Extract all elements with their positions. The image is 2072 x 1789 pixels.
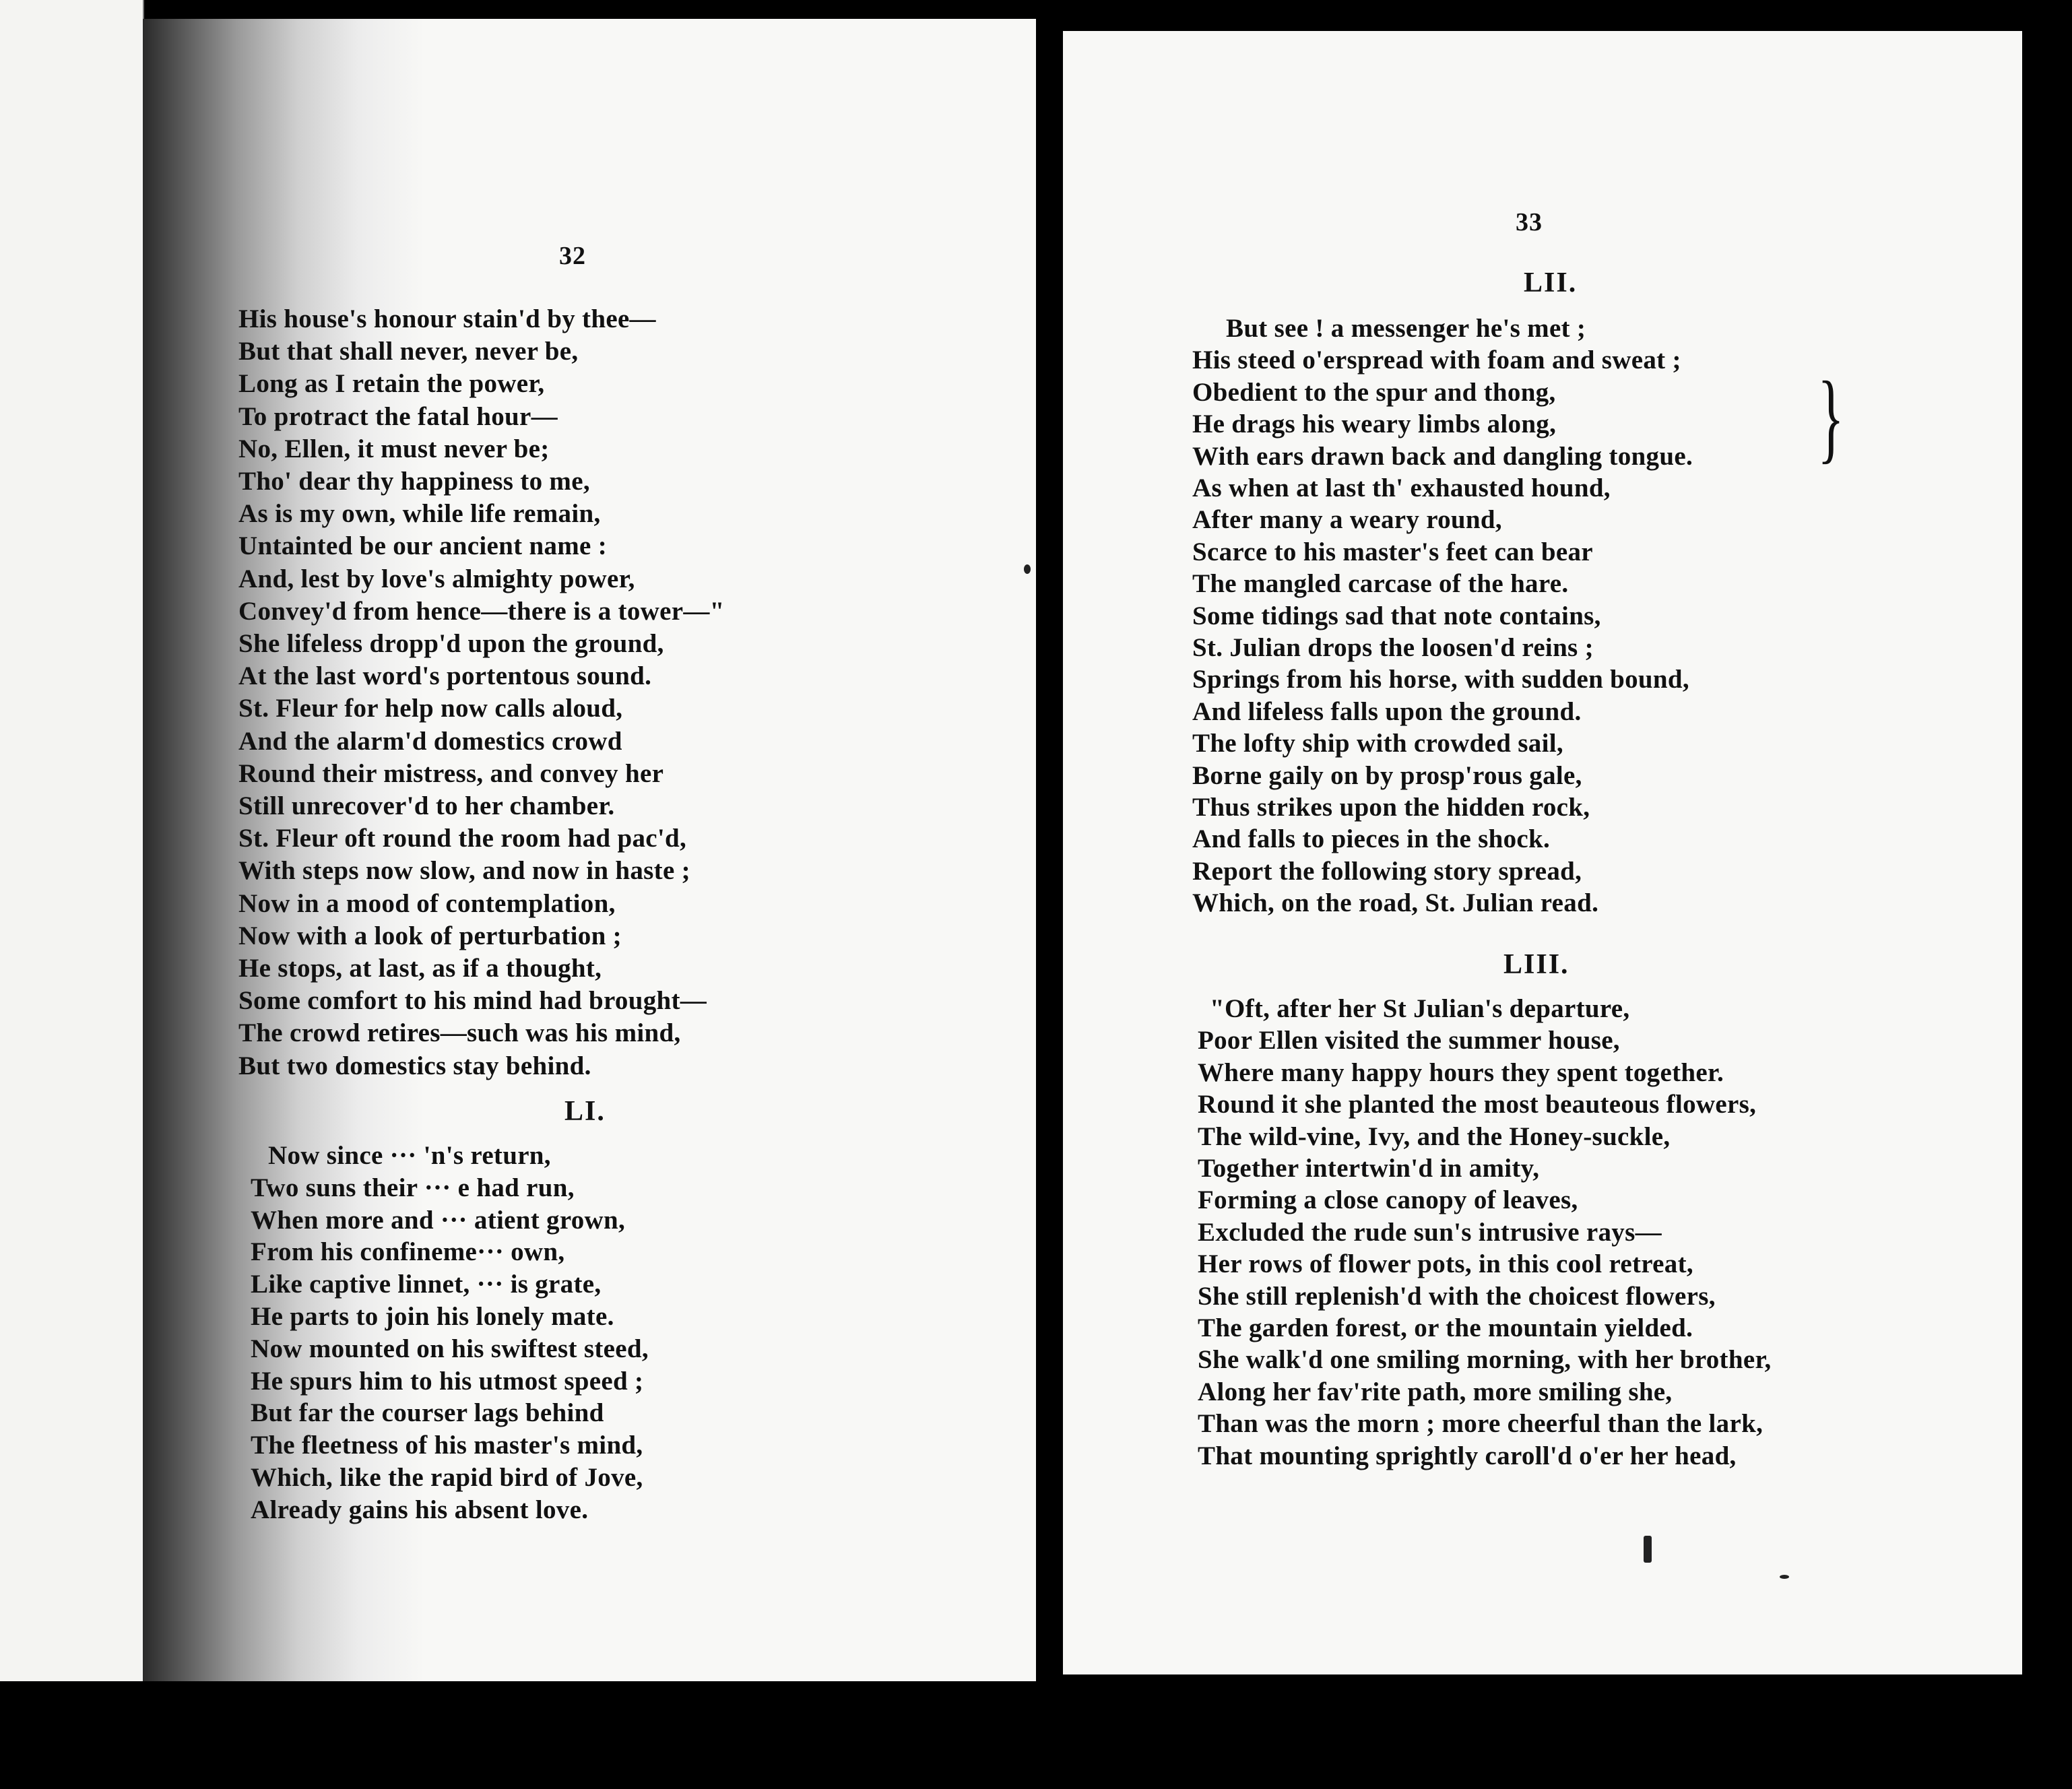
verse-line: After many a weary round, [1192, 505, 1502, 535]
verse-line: Already gains his absent love. [251, 1495, 589, 1524]
stanza-heading-li: LI. [564, 1096, 606, 1127]
verse-line: And lifeless falls upon the ground. [1192, 696, 1582, 726]
verse-line: From his confineme··· own, [251, 1237, 565, 1267]
triplet-bracket: } [1817, 361, 1844, 473]
verse-line: Now mounted on his swiftest steed, [251, 1334, 649, 1363]
verse-line: And the alarm'd domestics crowd [238, 726, 622, 756]
verse-line: Where many happy hours they spent together. [1198, 1058, 1724, 1087]
verse-line: When more and ··· atient grown, [251, 1205, 626, 1235]
verse-line: Which, like the rapid bird of Jove, [251, 1463, 643, 1492]
verse-line: But two domestics stay behind. [238, 1051, 591, 1080]
verse-line: Along her fav'rite path, more smiling she, [1198, 1377, 1673, 1406]
verse-line: His house's honour stain'd by thee— [238, 304, 656, 333]
verse-line: To protract the fatal hour— [238, 401, 558, 431]
verse-line: The lofty ship with crowded sail, [1192, 729, 1563, 758]
verse-line: With steps now slow, and now in haste ; [238, 856, 690, 886]
verse-line: No, Ellen, it must never be; [238, 434, 550, 463]
verse-line: Springs from his horse, with sudden bound, [1192, 665, 1689, 694]
verse-line: Convey'd from hence—there is a tower—" [238, 596, 725, 626]
verse-line: The crowd retires—such was his mind, [238, 1018, 681, 1048]
verse-line: Round their mistress, and convey her [238, 758, 664, 788]
verse-line: Together intertwin'd in amity, [1198, 1154, 1540, 1183]
verse-line: The mangled carcase of the hare. [1192, 569, 1569, 599]
verse-line: At the last word's portentous sound. [238, 661, 652, 691]
verse-line: Some comfort to his mind had brought— [238, 986, 707, 1016]
verse-line: As when at last th' exhausted hound, [1192, 474, 1611, 502]
verse-line: Her rows of flower pots, in this cool retreat, [1198, 1249, 1693, 1279]
verse-line: He stops, at last, as if a thought, [238, 954, 602, 983]
verse-line: But that shall never, never be, [238, 337, 579, 366]
verse-line: St. Fleur oft round the room had pac'd, [238, 824, 687, 853]
verse-line: The fleetness of his master's mind, [251, 1431, 643, 1460]
verse-line: That mounting sprightly caroll'd o'er her head, [1198, 1441, 1737, 1470]
verse-line: Tho' dear thy happiness to me, [238, 467, 590, 496]
verse-line: St. Julian drops the loosen'd reins ; [1192, 633, 1594, 662]
verse-line: Untainted be our ancient name : [238, 531, 607, 561]
verse-line: She lifeless dropp'd upon the ground, [238, 629, 664, 658]
right-page [1063, 31, 2022, 1674]
verse-line: And falls to pieces in the shock. [1192, 824, 1551, 854]
ink-speck [1024, 564, 1031, 574]
verse-line: Like captive linnet, ··· is grate, [251, 1270, 602, 1299]
verse-line: Scarce to his master's feet can bear [1192, 537, 1593, 566]
verse-line: And, lest by love's almighty power, [238, 564, 635, 593]
verse-line: Long as I retain the power, [238, 369, 545, 399]
book-gutter [1036, 0, 1063, 1789]
flyleaf-edge [0, 0, 144, 1681]
verse-line: Which, on the road, St. Julian read. [1192, 888, 1599, 918]
verse-line: Now in a mood of contemplation, [238, 888, 616, 918]
verse-line: Forming a close canopy of leaves, [1198, 1185, 1578, 1215]
verse-line: But far the courser lags behind [251, 1398, 604, 1428]
verse-line: Borne gaily on by prosp'rous gale, [1192, 760, 1582, 790]
verse-line: Round it she planted the most beauteous flowers, [1198, 1090, 1757, 1119]
verse-line: His steed o'erspread with foam and sweat ; [1192, 346, 1681, 375]
verse-line: Than was the morn ; more cheerful than the lark, [1198, 1409, 1763, 1439]
stanza-heading-liii: LIII. [1503, 949, 1569, 980]
left-page [143, 19, 1036, 1681]
verse-line: With ears drawn back and dangling tongue. [1192, 441, 1693, 471]
page-number-left: 32 [559, 242, 586, 270]
verse-line: Now with a look of perturbation ; [238, 921, 622, 950]
verse-line: She still replenish'd with the choicest flowers, [1198, 1281, 1716, 1311]
verse-line: He parts to join his lonely mate. [251, 1302, 614, 1331]
verse-line: Two suns their ··· e had run, [251, 1173, 575, 1202]
verse-line: She walk'd one smiling morning, with her brother, [1198, 1345, 1772, 1375]
ink-speck [1644, 1536, 1652, 1563]
verse-line: Excluded the rude sun's intrusive rays— [1198, 1217, 1662, 1247]
stanza-heading-lii: LII. [1524, 267, 1578, 298]
verse-line: Report the following story spread, [1192, 856, 1582, 886]
verse-line: Still unrecover'd to her chamber. [238, 791, 615, 820]
verse-line: As is my own, while life remain, [238, 499, 601, 529]
page-number-right: 33 [1516, 208, 1543, 236]
verse-line: "Oft, after her St Julian's departure, [1210, 994, 1630, 1023]
verse-line: Thus strikes upon the hidden rock, [1192, 793, 1590, 822]
verse-line: Poor Ellen visited the summer house, [1198, 1026, 1620, 1055]
verse-line: Now since ··· 'n's return, [268, 1141, 551, 1170]
verse-line: Obedient to the spur and thong, [1192, 377, 1556, 407]
verse-line: He spurs him to his utmost speed ; [251, 1366, 644, 1396]
ink-speck [1780, 1575, 1789, 1579]
verse-line: But see ! a messenger he's met ; [1226, 314, 1586, 343]
verse-line: Some tidings sad that note contains, [1192, 601, 1601, 630]
verse-line: He drags his weary limbs along, [1192, 410, 1557, 439]
verse-line: The wild-vine, Ivy, and the Honey-suckle, [1198, 1121, 1671, 1151]
verse-line: The garden forest, or the mountain yielded. [1198, 1313, 1693, 1342]
verse-line: St. Fleur for help now calls aloud, [238, 694, 623, 723]
